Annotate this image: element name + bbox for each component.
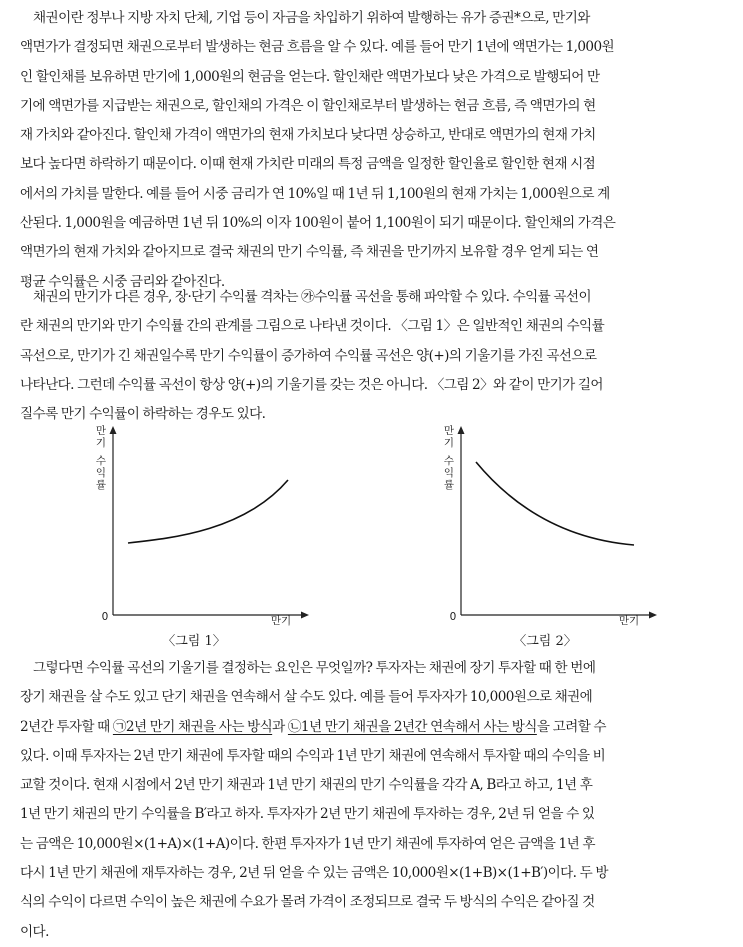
text-run: 을 고려할 수 bbox=[536, 718, 606, 735]
figure-1 bbox=[96, 424, 309, 649]
text-line: 있다. 이때 투자자는 2년 만기 채권에 투자할 때의 수익과 1년 만기 채권에 연속해서 투자할 때의 수익을 비 bbox=[20, 747, 606, 764]
figure-2-caption: 〈그림 2〉 bbox=[513, 634, 577, 649]
figure-2 bbox=[444, 424, 657, 649]
method-b-underlined: ㉡1년 만기 채권을 2년간 연속해서 사는 방식 bbox=[287, 718, 537, 735]
text-line: 인 할인채를 보유하면 만기에 1,000원의 현금을 얻는다. 할인채란 액면가보다 낮은 가격으로 발행되어 만 bbox=[20, 68, 600, 85]
text-line: 교할 것이다. 현재 시점에서 2년 만기 채권과 1년 만기 채권의 만기 수익률을 각각 A, B라고 하고, 1년 후 bbox=[20, 777, 593, 794]
yield-curve-downward bbox=[476, 462, 634, 545]
figures bbox=[0, 420, 743, 660]
text-line bbox=[20, 713, 732, 742]
text-line: 액면가의 현재 가치와 같아지므로 결국 채권의 만기 수익률, 즉 채권을 만기까지 보유할 경우 얻게 되는 연 bbox=[20, 244, 599, 261]
x-axis-label: 만기 bbox=[618, 615, 640, 627]
figure-1-caption: 〈그림 1〉 bbox=[162, 634, 226, 649]
text-line: 보다 높다면 하락하기 때문이다. 이때 현재 가치란 미래의 특정 금액을 일정한 할인율로 할인한 현재 시점 bbox=[20, 156, 596, 173]
y-label-3: 수 bbox=[95, 455, 107, 467]
text-line: 질수록 만기 수익률이 하락하는 경우도 있다. bbox=[20, 406, 266, 423]
text-line: 이다. bbox=[20, 923, 49, 940]
text-line: 다시 1년 만기 채권에 재투자하는 경우, 2년 뒤 얻을 수 있는 금액은 10,000원×(1+B)×(1+B′)이다. 두 방 bbox=[20, 865, 608, 882]
y-label-1: 만 bbox=[95, 425, 107, 437]
y-label-2: 기 bbox=[95, 437, 107, 449]
y-label-5: 률 bbox=[95, 479, 107, 491]
y-label-2: 기 bbox=[443, 437, 455, 449]
y-label-5: 률 bbox=[443, 479, 455, 491]
y-label-4: 익 bbox=[443, 467, 455, 479]
yield-curve-upward bbox=[128, 480, 288, 543]
y-axis-arrow bbox=[458, 426, 465, 434]
y-axis-arrow bbox=[110, 426, 117, 434]
paragraph-1 bbox=[20, 4, 732, 297]
x-axis-arrow bbox=[301, 612, 309, 619]
text-line: 곡선으로, 만기가 긴 채권일수록 만기 수익률이 증가하여 수익률 곡선은 양(+)의 기울기를 가진 곡선으로 bbox=[20, 347, 597, 364]
text-line: 는 금액은 10,000원×(1+A)×(1+A)이다. 한편 투자자가 1년 만기 채권에 투자하여 얻은 금액을 1년 후 bbox=[20, 835, 595, 852]
text-line: 에서의 가치를 말한다. 예를 들어 시중 금리가 연 10%일 때 1년 뒤 1,100원의 현재 가치는 1,000원으로 계 bbox=[20, 185, 610, 202]
y-label-4: 익 bbox=[95, 467, 107, 479]
y-label-1: 만 bbox=[443, 425, 455, 437]
y-label-3: 수 bbox=[443, 455, 455, 467]
text-line: 재 가치와 같아진다. 할인채 가격이 액면가의 현재 가치보다 낮다면 상승하고, 반대로 액면가의 현재 가치 bbox=[20, 127, 596, 144]
text-line: 평균 수익률은 시중 금리와 같아진다. bbox=[20, 273, 225, 290]
text-run: 2년간 투자할 때 bbox=[20, 718, 113, 735]
text-line: 채권의 만기가 다른 경우, 장·단기 수익률 격차는 ㉮수익률 곡선을 통해 파악할 수 있다. 수익률 곡선이 bbox=[33, 289, 591, 305]
paragraph-3 bbox=[20, 654, 732, 947]
text-line: 장기 채권을 살 수도 있고 단기 채권을 연속해서 살 수도 있다. 예를 들어 투자자가 10,000원으로 채권에 bbox=[20, 689, 593, 706]
text-line: 1년 만기 채권의 만기 수익률을 B′라고 하자. 투자자가 2년 만기 채권에 투자하는 경우, 2년 뒤 얻을 수 있 bbox=[20, 806, 595, 823]
origin-label: 0 bbox=[449, 611, 457, 623]
x-axis-arrow bbox=[649, 612, 657, 619]
text-line: 란 채권의 만기와 만기 수익률 간의 관계를 그림으로 나타낸 것이다. 〈그림 1〉은 일반적인 채권의 수익률 bbox=[20, 318, 605, 335]
text-line: 산된다. 1,000원을 예금하면 1년 뒤 10%의 이자 100원이 붙어 1,100원이 되기 때문이다. 할인채의 가격은 bbox=[20, 215, 616, 232]
text-line: 기에 액면가를 지급받는 채권으로, 할인채의 가격은 이 할인채로부터 발생하는 현금 흐름, 즉 액면가의 현 bbox=[20, 97, 596, 114]
text-line: 나타난다. 그런데 수익률 곡선이 항상 양(+)의 기울기를 갖는 것은 아니다. 〈그림 2〉와 같이 만기가 길어 bbox=[20, 376, 603, 393]
text-line: 액면가가 결정되면 채권으로부터 발생하는 현금 흐름을 알 수 있다. 예를 들어 만기 1년에 액면가는 1,000원 bbox=[20, 39, 615, 56]
origin-label: 0 bbox=[101, 611, 109, 623]
paragraph-2 bbox=[20, 283, 732, 429]
x-axis-label: 만기 bbox=[270, 615, 292, 627]
text-line: 채권이란 정부나 지방 자치 단체, 기업 등이 자금을 차입하기 위하여 발행하는 유가 증권*으로, 만기와 bbox=[33, 10, 590, 26]
text-line: 식의 수익이 다르면 수익이 높은 채권에 수요가 몰려 가격이 조정되므로 결국 두 방식의 수익은 같아질 것 bbox=[20, 894, 595, 911]
yield-curve-figures bbox=[0, 420, 743, 660]
method-a-underlined: ㉠2년 만기 채권을 사는 방식 bbox=[112, 718, 273, 735]
text-line: 그렇다면 수익률 곡선의 기울기를 결정하는 요인은 무엇일까? 투자자는 채권에 장기 투자할 때 한 번에 bbox=[33, 660, 596, 676]
text-run: 과 bbox=[272, 718, 288, 735]
